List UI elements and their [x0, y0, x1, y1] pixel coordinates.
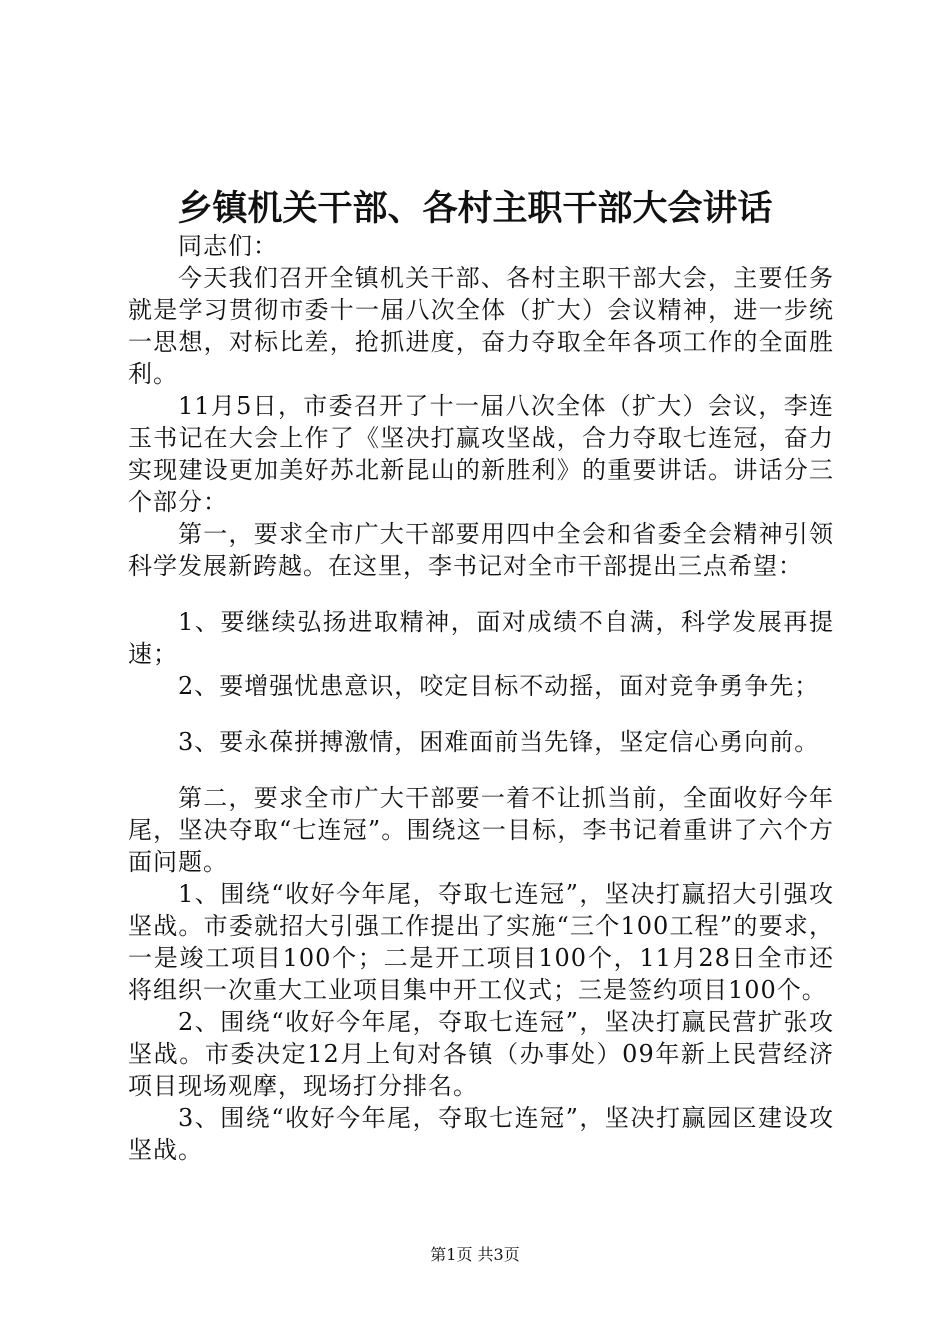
spacer — [128, 758, 834, 782]
document-title: 乡镇机关干部、各村主职干部大会讲话 — [177, 188, 773, 229]
issue-item: 1、围绕“收好今年尾，夺取七连冠”，坚决打赢招大引强攻坚战。市委就招大引强工作提出了实施“三个100工程”的要求，一是竣工项目100个；二是开工项目100个，11月28日全市还将组织一次重大工业项目集中开工仪式；三是签约项目100个。 — [128, 880, 834, 1004]
hope-item: 1、要继续弘扬进取精神，面对成绩不自满，科学发展再提速； — [128, 608, 834, 668]
spacer — [128, 582, 834, 606]
page-footer: 第1页 共3页 — [430, 1245, 520, 1264]
paragraph: 第二，要求全市广大干部要一着不让抓当前，全面收好今年尾，坚决夺取“七连冠”。围绕这一目标，李书记着重讲了六个方面问题。 — [128, 784, 834, 876]
issue-item: 3、围绕“收好今年尾，夺取七连冠”，坚决打赢园区建设攻坚战。 — [128, 1104, 834, 1164]
salutation: 同志们： — [178, 232, 278, 260]
hope-item: 2、要增强忧患意识，咬定目标不动摇，面对竞争勇争先； — [178, 672, 820, 700]
paragraph: 11月5日，市委召开了十一届八次全体（扩大）会议，李连玉书记在大会上作了《坚决打赢攻坚战，合力夺取七连冠，奋力实现建设更加美好苏北新昆山的新胜利》的重要讲话。讲话分三个部分： — [128, 392, 834, 516]
issue-item: 2、围绕“收好今年尾，夺取七连冠”，坚决打赢民营扩张攻坚战。市委决定12月上旬对各镇（办事处）09年新上民营经济项目现场观摩，现场打分排名。 — [128, 1008, 834, 1100]
document-body — [128, 230, 834, 1166]
spacer — [128, 702, 834, 726]
hope-item: 3、要永葆拼搏激情，困难面前当先锋，坚定信心勇向前。 — [178, 728, 820, 756]
paragraph: 第一，要求全市广大干部要用四中全会和省委全会精神引领科学发展新跨越。在这里，李书记对全市干部提出三点希望： — [128, 520, 834, 580]
paragraph: 今天我们召开全镇机关干部、各村主职干部大会，主要任务就是学习贯彻市委十一届八次全体（扩大）会议精神，进一步统一思想，对标比差，抢抓进度，奋力夺取全年各项工作的全面胜利。 — [128, 264, 834, 388]
